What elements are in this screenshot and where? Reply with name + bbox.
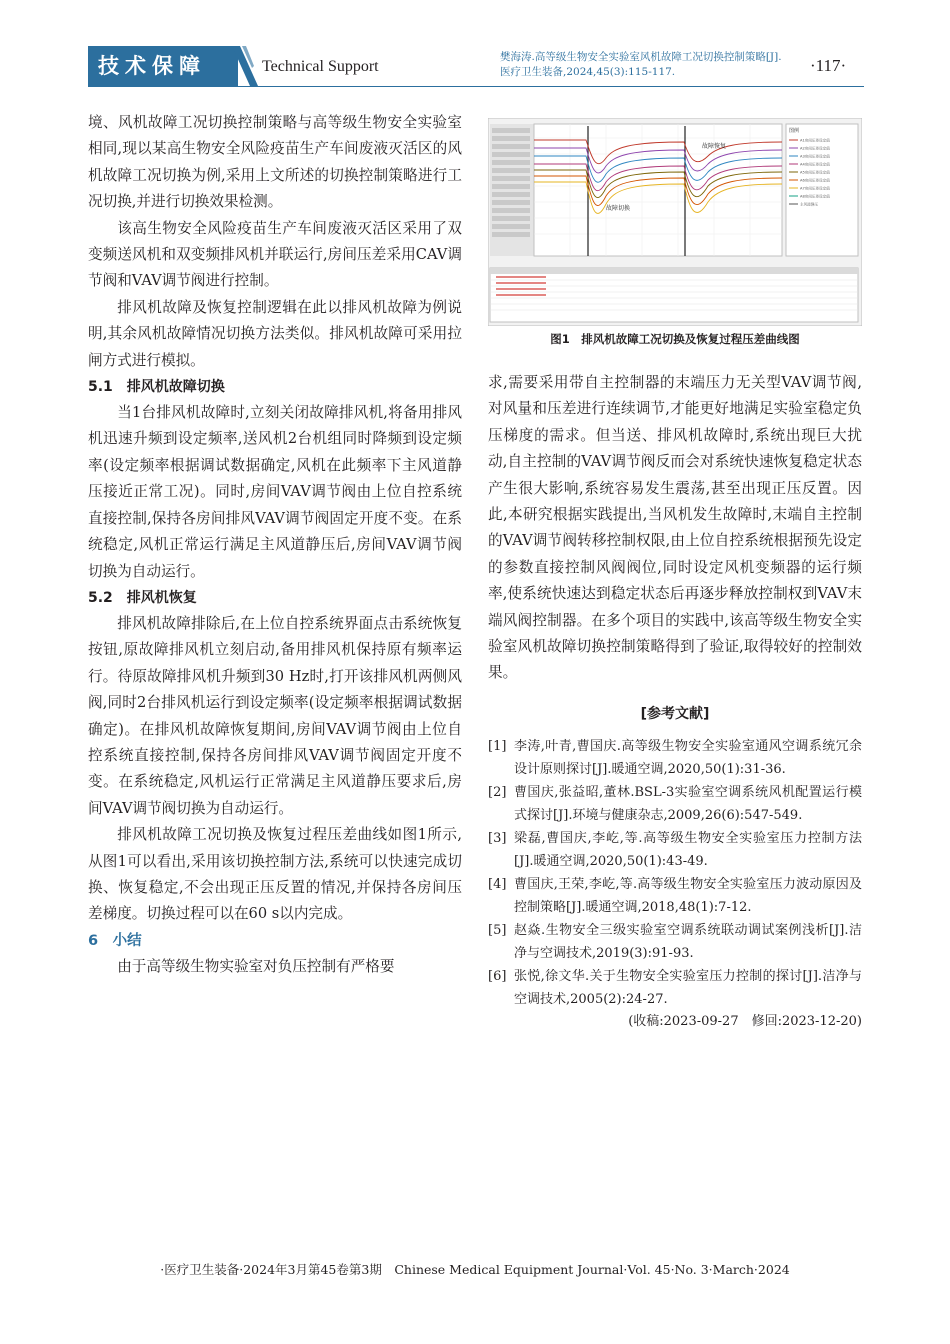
figure-label-recover: 故障恢复: [702, 143, 727, 150]
section-heading-5-1: 5.1 排风机故障切换: [88, 379, 225, 396]
legend-item: A2房间压差设定值: [800, 146, 830, 151]
figure-1-chart: [488, 118, 862, 326]
paragraph: 该高生物安全风险疫苗生产车间废液灭活区采用了双变频送风机和双变频排风机并联运行,房间压差采用CAV调节阀和VAV调节阀进行控制。: [88, 219, 462, 290]
legend-item: A3房间压差设定值: [800, 154, 830, 159]
paragraph: 当1台排风机故障时,立刻关闭故障排风机,将备用排风机迅速升频到设定频率,送风机2台机组同时降频到设定频率(设定频率根据调试数据确定,风机在此频率下主风道静压接近正常工况)。同时,房间VAV调节阀由上位自控系统直接控制,保持各房间排风VAV调节阀固定开度不变。在系统稳定,风机正常运行满足主风道静压后,房间VAV调节阀切换为自动运行。: [88, 404, 462, 580]
legend-item: A7房间压差设定值: [800, 186, 830, 191]
citation-line-2: 医疗卫生装备,2024,45(3):115-117.: [500, 66, 676, 78]
reference-number: [5]: [488, 923, 507, 939]
section-tag: 技术保障: [88, 46, 238, 86]
reference-text: 张悦,徐文华.关于生物安全实验室压力控制的探讨[J].洁净与空调技术,2005(2):24-27.: [514, 969, 862, 1008]
legend-item: A1房间压差设定值: [800, 138, 830, 143]
reference-item: [488, 873, 862, 919]
reference-list: [488, 735, 862, 1011]
figure-legend-title: 图例: [789, 128, 800, 134]
reference-text: 赵焱.生物安全三级实验室空调系统联动调试案例浅析[J].洁净与空调技术,2019(3):91-93.: [514, 923, 862, 962]
reference-item: [488, 965, 862, 1011]
section-label-en: Technical Support: [262, 58, 379, 75]
references-heading: [参考文献]: [640, 705, 710, 722]
reference-number: [2]: [488, 785, 507, 801]
reference-number: [4]: [488, 877, 507, 893]
reference-item: [488, 781, 862, 827]
paragraph: 排风机故障工况切换及恢复过程压差曲线如图1所示,从图1可以看出,采用该切换控制方法,系统可以快速完成切换、恢复稳定,不会出现正压反置的情况,并保持各房间压差梯度。切换过程可以在60 s以内完成。: [88, 826, 462, 923]
reference-text: 曹国庆,张益昭,董林.BSL-3实验室空调系统风机配置运行模式探讨[J].环境与健康杂志,2009,26(6):547-549.: [514, 785, 862, 824]
citation: [500, 50, 800, 80]
reference-item: [488, 827, 862, 873]
received-dates: (收稿:2023-09-27 修回:2023-12-20): [628, 1014, 862, 1030]
legend-item: 主风道静压: [800, 202, 818, 207]
legend-item: A8房间压差设定值: [800, 194, 830, 199]
reference-number: [3]: [488, 831, 507, 847]
legend-item: A4房间压差设定值: [800, 162, 830, 167]
figure-label-fault: 故障切换: [606, 205, 631, 212]
paragraph: 排风机故障及恢复控制逻辑在此以排风机故障为例说明,其余风机故障情况切换方法类似。排风机故障可采用拉闸方式进行模拟。: [88, 298, 462, 369]
legend-item: A6房间压差设定值: [800, 178, 830, 183]
figure-caption: 图1 排风机故障工况切换及恢复过程压差曲线图: [550, 332, 800, 346]
section-tag-stripes: [232, 46, 258, 86]
section-heading-5-2: 5.2 排风机恢复: [88, 589, 197, 606]
legend-item: A5房间压差设定值: [800, 170, 830, 175]
reference-text: 梁磊,曹国庆,李屹,等.高等级生物安全实验室压力控制方法[J].暖通空调,2020,50(1):43-49.: [514, 831, 862, 870]
reference-item: [488, 919, 862, 965]
reference-number: [1]: [488, 739, 507, 755]
reference-item: [488, 735, 862, 781]
section-heading-6: 6 小结: [88, 932, 142, 949]
paragraph: 境、风机故障工况切换控制策略与高等级生物安全实验室相同,现以某高生物安全风险疫苗生产车间废液灭活区的风机故障工况切换为例,采用上文所述的切换控制策略进行工况切换,并进行切换效果检测。: [88, 114, 462, 211]
reference-number: [6]: [488, 969, 507, 985]
footer: ·医疗卫生装备·2024年3月第45卷第3期 Chinese Medical Equipment Journal·Vol. 45·No. 3·March·2024: [160, 1262, 790, 1277]
citation-line-1: 樊海涛.高等级生物安全实验室风机故障工况切换控制策略[J].: [500, 51, 782, 63]
reference-text: 李涛,叶青,曹国庆.高等级生物安全实验室通风空调系统冗余设计原则探讨[J].暖通空调,2020,50(1):31-36.: [514, 739, 862, 778]
left-column: [88, 110, 462, 980]
paragraph: 由于高等级生物实验室对负压控制有严格要: [117, 957, 395, 975]
paragraph: 求,需要采用带自主控制器的末端压力无关型VAV调节阀,对风量和压差进行连续调节,才能更好地满足实验室稳定负压梯度的需求。但当送、排风机故障时,系统出现巨大扰动,自主控制的VAV调节阀反而会对系统快速恢复稳定状态产生很大影响,系统容易发生震荡,甚至出现正压反置。因此,本研究根据实践提出,当风机发生故障时,末端自主控制的VAV调节阀转移控制权限,由上位自控系统根据预先设定的参数直接控制风阀阀位,同时设定风机变频器的运行频率,使系统快速达到稳定状态后再逐步释放控制权到VAV末端风阀控制器。在多个项目的实践中,该高等级生物安全实验室风机故障切换控制策略得到了验证,取得较好的控制效果。: [488, 374, 862, 682]
reference-text: 曹国庆,王荣,李屹,等.高等级生物安全实验室压力波动原因及控制策略[J].暖通空调,2018,48(1):7-12.: [514, 877, 862, 916]
paragraph: 排风机故障排除后,在上位自控系统界面点击系统恢复按钮,原故障排风机立刻启动,备用排风机保持原有频率运行。待原故障排风机升频到30 Hz时,打开该排风机两侧风阀,同时2台排风机运行到设定频率(设定频率根据调试数据确定)。在排风机故障恢复期间,房间VAV调节阀由上位自控系统直接控制,保持各房间排风VAV调节阀固定开度不变。在系统稳定,风机运行正常满足主风道静压要求后,房间VAV调节阀切换为自动运行。: [88, 614, 462, 817]
page-number: ·117·: [810, 56, 847, 75]
right-column: [488, 370, 862, 1033]
header-rule: [88, 86, 864, 87]
